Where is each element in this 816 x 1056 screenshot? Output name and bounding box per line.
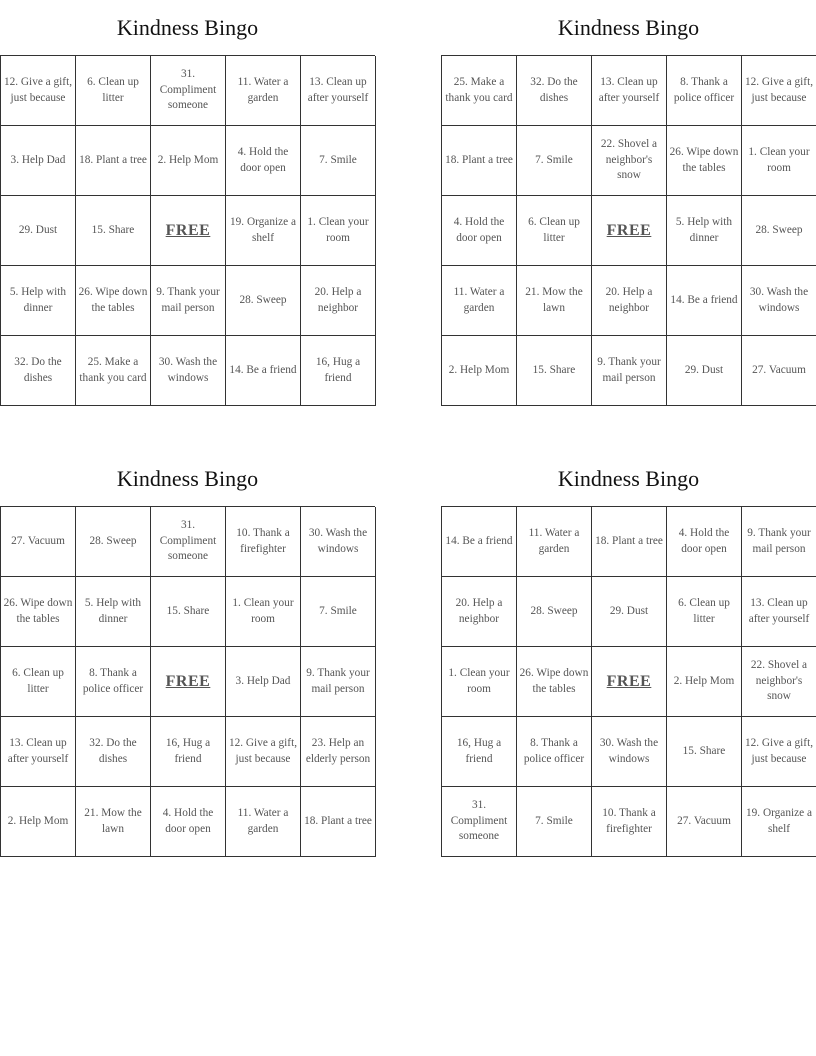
- bingo-cell: 31. Compliment someone: [151, 56, 226, 126]
- bingo-cell: 16, Hug a friend: [301, 336, 376, 406]
- bingo-cell: 9. Thank your mail person: [301, 647, 376, 717]
- bingo-cell: 12. Give a gift, just because: [742, 717, 816, 787]
- bingo-cell: 26. Wipe down the tables: [517, 647, 592, 717]
- card-title: Kindness Bingo: [116, 466, 259, 491]
- card-title: Kindness Bingo: [557, 15, 700, 40]
- bingo-cell: 32. Do the dishes: [76, 717, 151, 787]
- bingo-cell: 15. Share: [667, 717, 742, 787]
- bingo-card-3: [0, 451, 375, 857]
- bingo-cell: 29. Dust: [1, 196, 76, 266]
- bingo-cell: 2. Help Mom: [1, 787, 76, 857]
- bingo-cell: 1. Clean your room: [442, 647, 517, 717]
- bingo-cell: 12. Give a gift, just because: [1, 56, 76, 126]
- bingo-cell: 11. Water a garden: [442, 266, 517, 336]
- free-space: FREE: [592, 196, 667, 266]
- bingo-cell: 11. Water a garden: [517, 507, 592, 577]
- bingo-cell: 20. Help a neighbor: [592, 266, 667, 336]
- bingo-cell: 7. Smile: [517, 787, 592, 857]
- bingo-cell: 6. Clean up litter: [517, 196, 592, 266]
- bingo-cell: 27. Vacuum: [742, 336, 816, 406]
- bingo-cell: 6. Clean up litter: [76, 56, 151, 126]
- bingo-cell: 30. Wash the windows: [592, 717, 667, 787]
- bingo-cell: 7. Smile: [517, 126, 592, 196]
- bingo-cell: 2. Help Mom: [442, 336, 517, 406]
- bingo-cell: 10. Thank a firefighter: [592, 787, 667, 857]
- bingo-cell: 4. Hold the door open: [442, 196, 517, 266]
- bingo-cell: 16, Hug a friend: [442, 717, 517, 787]
- bingo-cell: 2. Help Mom: [151, 126, 226, 196]
- bingo-cell: 30. Wash the windows: [301, 507, 376, 577]
- bingo-cell: 20. Help a neighbor: [442, 577, 517, 647]
- bingo-cell: 22. Shovel a neighbor's snow: [742, 647, 816, 717]
- bingo-cell: 13. Clean up after yourself: [301, 56, 376, 126]
- bingo-cell: 7. Smile: [301, 577, 376, 647]
- bingo-cell: 1. Clean your room: [301, 196, 376, 266]
- bingo-cell: 28. Sweep: [76, 507, 151, 577]
- bingo-cell: 9. Thank your mail person: [592, 336, 667, 406]
- free-space: FREE: [592, 647, 667, 717]
- bingo-cell: 13. Clean up after yourself: [742, 577, 816, 647]
- bingo-cell: 25. Make a thank you card: [76, 336, 151, 406]
- bingo-cell: 27. Vacuum: [667, 787, 742, 857]
- bingo-cell: 8. Thank a police officer: [517, 717, 592, 787]
- bingo-cell: 16, Hug a friend: [151, 717, 226, 787]
- bingo-cell: 20. Help a neighbor: [301, 266, 376, 336]
- bingo-cell: 25. Make a thank you card: [442, 56, 517, 126]
- bingo-cell: 9. Thank your mail person: [742, 507, 816, 577]
- bingo-cell: 4. Hold the door open: [226, 126, 301, 196]
- bingo-cell: 7. Smile: [301, 126, 376, 196]
- bingo-cell: 18. Plant a tree: [442, 126, 517, 196]
- bingo-cell: 21. Mow the lawn: [517, 266, 592, 336]
- bingo-cell: 30. Wash the windows: [742, 266, 816, 336]
- bingo-cell: 26. Wipe down the tables: [667, 126, 742, 196]
- bingo-cell: 13. Clean up after yourself: [1, 717, 76, 787]
- bingo-cell: 28. Sweep: [226, 266, 301, 336]
- bingo-cell: 5. Help with dinner: [1, 266, 76, 336]
- bingo-cell: 5. Help with dinner: [76, 577, 151, 647]
- bingo-cell: 4. Hold the door open: [667, 507, 742, 577]
- bingo-cell: 31. Compliment someone: [442, 787, 517, 857]
- bingo-cell: 4. Hold the door open: [151, 787, 226, 857]
- bingo-cell: 11. Water a garden: [226, 787, 301, 857]
- bingo-card-2: [441, 0, 816, 406]
- bingo-cell: 9. Thank your mail person: [151, 266, 226, 336]
- bingo-cell: 23. Help an elderly person: [301, 717, 376, 787]
- bingo-cell: 8. Thank a police officer: [667, 56, 742, 126]
- bingo-grid: [441, 55, 816, 406]
- bingo-cell: 14. Be a friend: [442, 507, 517, 577]
- bingo-cell: 19. Organize a shelf: [742, 787, 816, 857]
- bingo-cell: 12. Give a gift, just because: [226, 717, 301, 787]
- bingo-cell: 1. Clean your room: [226, 577, 301, 647]
- bingo-cell: 26. Wipe down the tables: [76, 266, 151, 336]
- bingo-cell: 2. Help Mom: [667, 647, 742, 717]
- bingo-cell: 15. Share: [517, 336, 592, 406]
- bingo-cell: 32. Do the dishes: [517, 56, 592, 126]
- card-title: Kindness Bingo: [116, 15, 259, 40]
- bingo-cell: 3. Help Dad: [226, 647, 301, 717]
- bingo-cell: 5. Help with dinner: [667, 196, 742, 266]
- free-space: FREE: [151, 647, 226, 717]
- bingo-cell: 15. Share: [151, 577, 226, 647]
- bingo-cell: 22. Shovel a neighbor's snow: [592, 126, 667, 196]
- card-title: Kindness Bingo: [557, 466, 700, 491]
- bingo-cell: 11. Water a garden: [226, 56, 301, 126]
- bingo-cell: 18. Plant a tree: [301, 787, 376, 857]
- bingo-cell: 28. Sweep: [517, 577, 592, 647]
- bingo-grid: [441, 506, 816, 857]
- bingo-cell: 27. Vacuum: [1, 507, 76, 577]
- bingo-cell: 28. Sweep: [742, 196, 816, 266]
- bingo-cell: 30. Wash the windows: [151, 336, 226, 406]
- bingo-cell: 8. Thank a police officer: [76, 647, 151, 717]
- bingo-cell: 6. Clean up litter: [1, 647, 76, 717]
- bingo-cell: 18. Plant a tree: [76, 126, 151, 196]
- bingo-grid: [0, 506, 375, 857]
- bingo-cell: 31. Compliment someone: [151, 507, 226, 577]
- bingo-cell: 18. Plant a tree: [592, 507, 667, 577]
- bingo-cell: 6. Clean up litter: [667, 577, 742, 647]
- bingo-cell: 21. Mow the lawn: [76, 787, 151, 857]
- bingo-cell: 13. Clean up after yourself: [592, 56, 667, 126]
- bingo-cell: 10. Thank a firefighter: [226, 507, 301, 577]
- bingo-card-4: [441, 451, 816, 857]
- bingo-card-1: [0, 0, 375, 406]
- bingo-cell: 26. Wipe down the tables: [1, 577, 76, 647]
- bingo-cell: 29. Dust: [667, 336, 742, 406]
- bingo-cell: 29. Dust: [592, 577, 667, 647]
- free-space: FREE: [151, 196, 226, 266]
- bingo-cell: 1. Clean your room: [742, 126, 816, 196]
- bingo-cell: 14. Be a friend: [226, 336, 301, 406]
- bingo-cell: 3. Help Dad: [1, 126, 76, 196]
- bingo-cell: 32. Do the dishes: [1, 336, 76, 406]
- bingo-grid: [0, 55, 375, 406]
- bingo-cell: 15. Share: [76, 196, 151, 266]
- bingo-cell: 14. Be a friend: [667, 266, 742, 336]
- bingo-cell: 19. Organize a shelf: [226, 196, 301, 266]
- bingo-cell: 12. Give a gift, just because: [742, 56, 816, 126]
